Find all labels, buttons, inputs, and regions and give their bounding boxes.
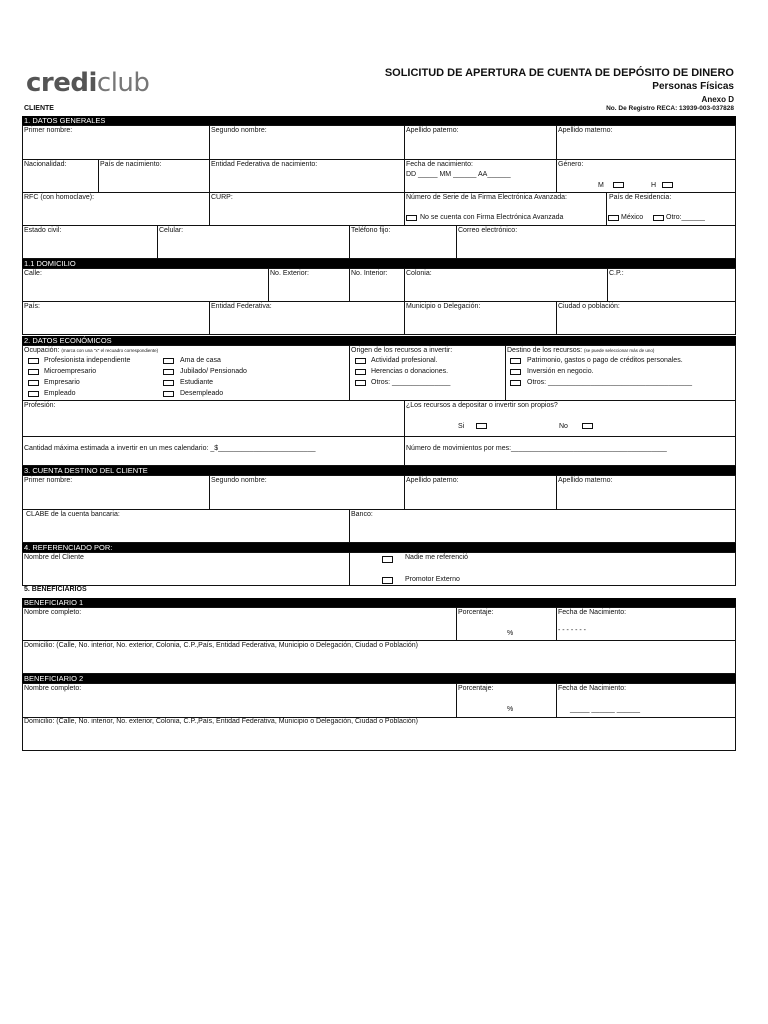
promotor-checkbox[interactable] <box>382 577 393 584</box>
destino-item-3[interactable]: Otros: _____________________________________ <box>527 379 693 386</box>
b2-domicilio[interactable]: Domicilio: (Calle, No. interior, No. exterior, Colonia, C.P.,País, Entidad Federativa, Municipio o Delegación, Ciudad o Población) <box>24 718 419 725</box>
occ-checkbox-7[interactable] <box>163 380 174 386</box>
field-rfc[interactable]: RFC (con homoclave): <box>24 194 95 201</box>
destino-checkbox-2[interactable] <box>510 369 521 375</box>
b1-porcentaje[interactable]: Porcentaje: <box>458 609 494 616</box>
field-apellido-paterno[interactable]: Apellido paterno: <box>406 127 459 134</box>
origen-checkbox-1[interactable] <box>355 358 366 364</box>
occ-checkbox-8[interactable] <box>163 391 174 397</box>
origen-item-2: Herencias o donaciones. <box>371 368 449 375</box>
origen-item-3[interactable]: Otros: _______________ <box>371 379 451 386</box>
genero-h-checkbox[interactable] <box>662 182 673 188</box>
crediclub-logo <box>26 68 149 98</box>
cuenta-segundo-nombre[interactable]: Segundo nombre: <box>211 477 267 484</box>
occ-label-4: Empleado <box>44 390 76 397</box>
field-no-interior[interactable]: No. Interior: <box>351 270 388 277</box>
field-celular[interactable]: Celular: <box>159 227 184 234</box>
field-segundo-nombre[interactable]: Segundo nombre: <box>211 127 267 134</box>
b1-fecha-lines: - - - - - - - <box>558 627 586 634</box>
cuenta-primer-nombre[interactable]: Primer nombre: <box>24 477 73 484</box>
b2-nombre[interactable]: Nombre completo: <box>24 685 82 692</box>
occ-label-1: Profesionista independiente <box>44 357 131 364</box>
occ-label-2: Microempresario <box>44 368 97 375</box>
origen-label: Origen de los recursos a invertir: <box>351 347 453 354</box>
b2-fecha-lines: _____ ______ ______ <box>570 706 641 713</box>
origen-checkbox-2[interactable] <box>355 369 366 375</box>
beneficiario-1-bar: BENEFICIARIO 1 <box>22 598 736 607</box>
ocupacion-note: (marca con una "x" el recuadro correspondiente) <box>61 348 159 353</box>
field-cantidad-maxima[interactable]: Cantidad máxima estimada a invertir en un mes calendario: _$_________________________ <box>24 445 316 452</box>
field-entidad-nacimiento[interactable]: Entidad Federativa de nacimiento: <box>211 161 318 168</box>
nadie-checkbox[interactable] <box>382 556 393 563</box>
destino-label: Destino de los recursos: <box>507 347 583 354</box>
field-pais-residencia: País de Residencia: <box>609 194 672 201</box>
field-movimientos[interactable]: Número de movimientos por mes:________________________________________ <box>406 445 667 452</box>
section-referenciado-bar: 4. REFERENCIADO POR: <box>22 543 736 552</box>
form-subtitle: Personas Físicas <box>652 81 734 92</box>
field-primer-nombre[interactable]: Primer nombre: <box>24 127 73 134</box>
occ-checkbox-4[interactable] <box>28 391 39 397</box>
no-firma-label: No se cuenta con Firma Electrónica Avanzada <box>420 214 564 221</box>
genero-m-label: M <box>598 182 604 189</box>
mexico-label: México <box>621 214 644 221</box>
logo-text-credi: credi <box>26 68 97 98</box>
field-profesion[interactable]: Profesión: <box>24 402 56 409</box>
b1-fecha[interactable]: Fecha de Nacimiento: <box>558 609 627 616</box>
genero-h-label: H <box>651 182 657 189</box>
destino-note: (se puede seleccionar más de uno) <box>584 348 655 353</box>
b2-fecha[interactable]: Fecha de Nacimiento: <box>558 685 627 692</box>
field-cp[interactable]: C.P.: <box>609 270 624 277</box>
origen-item-1: Actividad profesional. <box>371 357 438 364</box>
client-label: CLIENTE <box>24 105 54 112</box>
field-nombre-cliente[interactable]: Nombre del Cliente <box>24 554 84 561</box>
otro-pais-checkbox[interactable] <box>653 215 664 221</box>
occ-checkbox-1[interactable] <box>28 358 39 364</box>
promotor-label: Promotor Externo <box>405 576 460 583</box>
ocupacion-label: Ocupación: <box>24 347 60 354</box>
field-curp[interactable]: CURP: <box>211 194 233 201</box>
annex-label: Anexo D <box>701 95 734 104</box>
propios-si-label: Si <box>458 423 465 430</box>
section-referenciado <box>22 552 736 586</box>
occ-checkbox-6[interactable] <box>163 369 174 375</box>
no-firma-checkbox[interactable] <box>406 215 417 221</box>
field-municipio[interactable]: Municipio o Delegación: <box>406 303 481 310</box>
field-no-exterior[interactable]: No. Exterior: <box>270 270 309 277</box>
field-telefono[interactable]: Teléfono fijo: <box>351 227 391 234</box>
b2-porcentaje[interactable]: Porcentaje: <box>458 685 494 692</box>
b1-nombre[interactable]: Nombre completo: <box>24 609 82 616</box>
field-estado-civil[interactable]: Estado civil: <box>24 227 62 234</box>
propios-no-checkbox[interactable] <box>582 423 593 429</box>
fecha-format: DD _____ MM ______ AA______ <box>406 171 511 178</box>
propios-question: ¿Los recursos a depositar o invertir son propios? <box>406 402 558 409</box>
b2-percent-sign: % <box>507 706 514 713</box>
logo-text-club: club <box>96 68 150 98</box>
b1-percent-sign: % <box>507 630 514 637</box>
occ-label-5: Ama de casa <box>180 357 221 364</box>
cuenta-apellido-materno[interactable]: Apellido materno: <box>558 477 613 484</box>
field-apellido-materno[interactable]: Apellido materno: <box>558 127 613 134</box>
occ-label-7: Estudiante <box>180 379 214 386</box>
destino-item-1: Patrimonio, gastos o pago de créditos personales. <box>527 357 683 364</box>
b1-domicilio[interactable]: Domicilio: (Calle, No. interior, No. exterior, Colonia, C.P.,País, Entidad Federativa, Municipio o Delegación, Ciudad o Población) <box>24 642 419 649</box>
field-calle[interactable]: Calle: <box>24 270 42 277</box>
reca-registry: No. De Registro RECA: 13939-003-037828 <box>606 105 734 112</box>
destino-checkbox-1[interactable] <box>510 358 521 364</box>
occ-checkbox-2[interactable] <box>28 369 39 375</box>
field-ciudad[interactable]: Ciudad o población: <box>558 303 620 310</box>
otro-pais-label[interactable]: Otro:______ <box>666 214 705 221</box>
section-domicilio-bar: 1.1 DOMICILIO <box>22 259 736 268</box>
field-correo[interactable]: Correo electrónico: <box>458 227 518 234</box>
section-cuenta-destino-bar: 3. CUENTA DESTINO DEL CLIENTE <box>22 466 736 475</box>
genero-m-checkbox[interactable] <box>613 182 624 188</box>
field-fecha-nacimiento[interactable]: Fecha de nacimiento: <box>406 161 473 168</box>
field-firma-electronica[interactable]: Número de Serie de la Firma Electrónica Avanzada: <box>406 194 567 201</box>
destino-item-2: Inversión en negocio. <box>527 368 594 375</box>
field-pais-nacimiento[interactable]: País de nacimiento: <box>100 161 162 168</box>
occ-label-8: Desempleado <box>180 390 224 397</box>
propios-si-checkbox[interactable] <box>476 423 487 429</box>
field-banco[interactable]: Banco: <box>351 511 373 518</box>
origen-checkbox-3[interactable] <box>355 380 366 386</box>
occ-checkbox-5[interactable] <box>163 358 174 364</box>
occ-checkbox-3[interactable] <box>28 380 39 386</box>
mexico-checkbox[interactable] <box>608 215 619 221</box>
form-title: SOLICITUD DE APERTURA DE CUENTA DE DEPÓSITO DE DINERO <box>384 67 734 79</box>
section-datos-economicos-bar: 2. DATOS ECONÓMICOS <box>22 336 736 345</box>
field-clabe[interactable]: CLABE de la cuenta bancaria: <box>26 511 120 518</box>
field-colonia[interactable]: Colonia: <box>406 270 432 277</box>
cuenta-apellido-paterno[interactable]: Apellido paterno: <box>406 477 459 484</box>
destino-checkbox-3[interactable] <box>510 380 521 386</box>
nadie-label: Nadie me referenció <box>405 554 469 561</box>
section-beneficiarios-title: 5. BENEFICIARIOS <box>24 586 87 593</box>
field-genero: Género: <box>558 161 584 168</box>
propios-no-label: No <box>559 423 568 430</box>
occ-label-6: Jubilado/ Pensionado <box>180 368 247 375</box>
beneficiario-2-bar: BENEFICIARIO 2 <box>22 674 736 683</box>
field-nacionalidad[interactable]: Nacionalidad: <box>24 161 67 168</box>
field-entidad-federativa[interactable]: Entidad Federativa: <box>211 303 272 310</box>
section-datos-generales-bar: 1. DATOS GENERALES <box>22 116 736 125</box>
occ-label-3: Empresario <box>44 379 80 386</box>
field-pais[interactable]: País: <box>24 303 40 310</box>
